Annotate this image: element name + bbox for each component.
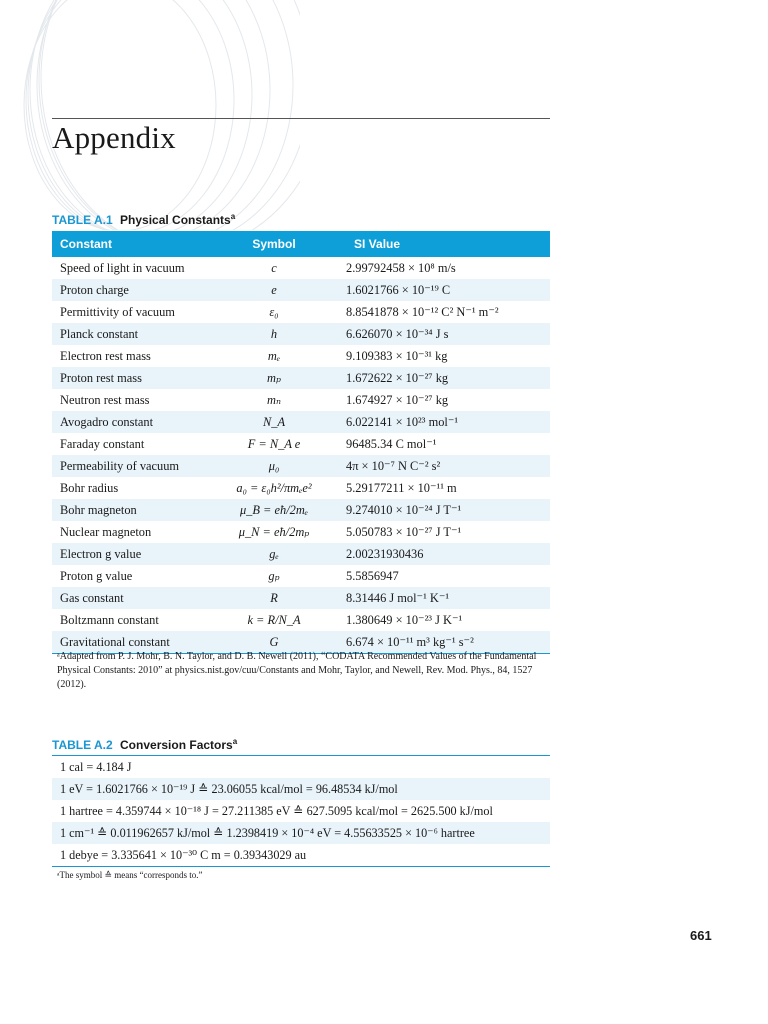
constant-si-value: 1.674927 × 10⁻²⁷ kg <box>346 393 449 407</box>
table-a1-footnote: ᵃAdapted from P. J. Mohr, B. N. Taylor, and D. B. Newell (2011), “CODATA Recommended Values of the Fundamental Physical Constants: 2010” at physics.nist.gov/cuu/Constants and Mohr, Taylor, and Newell, Rev. Mod. Phys., 84, 1527 (2012). <box>57 651 537 690</box>
constant-name: Avogadro constant <box>52 411 202 433</box>
table-row <box>52 587 550 609</box>
header-constant: Constant <box>52 231 202 257</box>
constant-name: Permeability of vacuum <box>52 455 202 477</box>
constant-symbol: μ_B = eħ/2mₑ <box>202 499 346 521</box>
constant-symbol: gₑ <box>202 543 346 565</box>
constant-si-value: 5.5856947 <box>346 568 399 583</box>
table-header-row <box>52 231 550 257</box>
constant-name: Electron rest mass <box>60 348 151 363</box>
conversion-factor: 1 cal = 4.184 J <box>60 759 132 774</box>
header-si-value: SI Value <box>346 231 550 257</box>
constant-name: Nuclear magneton <box>60 524 152 539</box>
constant-symbol: F = N_A e <box>247 436 301 451</box>
conversion-factor: 1 eV = 1.6021766 × 10⁻¹⁹ J ≙ 23.06055 kcal/mol = 96.48534 kJ/mol <box>52 778 550 800</box>
decorative-arcs <box>0 0 300 230</box>
physical-constants-table <box>52 231 550 654</box>
constant-symbol: gₚ <box>268 569 280 583</box>
constant-name: Proton rest mass <box>52 367 202 389</box>
constant-si-value: 96485.34 C mol⁻¹ <box>346 437 437 451</box>
constant-name: Electron g value <box>52 543 202 565</box>
constant-symbol: μ_N = eħ/2mₚ <box>238 525 310 539</box>
constant-name: Permittivity of vacuum <box>60 304 175 319</box>
constant-symbol: h <box>202 323 346 345</box>
title-rule <box>52 118 550 119</box>
constant-name: Faraday constant <box>60 436 145 451</box>
constant-symbol: μ₀ <box>202 455 346 477</box>
conversion-factors-table <box>52 755 550 867</box>
constant-si-value: 9.274010 × 10⁻²⁴ J T⁻¹ <box>346 499 550 521</box>
constant-name: Boltzmann constant <box>60 612 159 627</box>
table-row <box>52 433 550 455</box>
constant-si-value: 5.050783 × 10⁻²⁷ J T⁻¹ <box>346 525 462 539</box>
constant-si-value: 1.6021766 × 10⁻¹⁹ C <box>346 279 550 301</box>
constant-name: Planck constant <box>52 323 202 345</box>
constant-symbol: R <box>202 587 346 609</box>
constant-symbol: G <box>202 631 346 654</box>
conversion-factor: 1 debye = 3.335641 × 10⁻³⁰ C m = 0.39343029 au <box>52 844 550 867</box>
table-row <box>52 521 550 543</box>
constant-symbol: mₙ <box>267 393 281 407</box>
table-row <box>52 844 550 867</box>
table-row <box>52 800 550 822</box>
table-row <box>52 301 550 323</box>
page-number: 661 <box>690 928 712 943</box>
constant-si-value: 4π × 10⁻⁷ N C⁻² s² <box>346 455 550 477</box>
constant-si-value: 8.8541878 × 10⁻¹² C² N⁻¹ m⁻² <box>346 305 499 319</box>
constant-si-value: 8.31446 J mol⁻¹ K⁻¹ <box>346 587 550 609</box>
table-row <box>52 455 550 477</box>
constant-si-value: 6.022141 × 10²³ mol⁻¹ <box>346 411 550 433</box>
table-a1-title: Physical Constants <box>120 213 231 227</box>
constant-name: Proton g value <box>60 568 133 583</box>
constant-si-value: 1.380649 × 10⁻²³ J K⁻¹ <box>346 613 463 627</box>
constant-si-value: 2.99792458 × 10⁸ m/s <box>346 260 456 275</box>
table-row <box>52 543 550 565</box>
table-row <box>52 499 550 521</box>
conversion-factor: 1 hartree = 4.359744 × 10⁻¹⁸ J = 27.211385 eV ≙ 627.5095 kcal/mol = 2625.500 kJ/mol <box>60 803 493 818</box>
constant-si-value: 2.00231930436 <box>346 543 550 565</box>
table-row <box>52 565 550 587</box>
table-a2-label: TABLE A.2 <box>52 738 113 752</box>
table-a2-title: Conversion Factors <box>120 738 233 752</box>
constant-name: Neutron rest mass <box>60 392 150 407</box>
table-row <box>52 323 550 345</box>
constant-symbol: e <box>202 279 346 301</box>
table-row <box>52 822 550 844</box>
table-a1-label: TABLE A.1 <box>52 213 113 227</box>
conversion-factor: 1 cm⁻¹ ≙ 0.011962657 kJ/mol ≙ 1.2398419 × 10⁻⁴ eV = 4.55633525 × 10⁻⁶ hartree <box>52 822 550 844</box>
constant-symbol: c <box>271 260 277 275</box>
table-a1-caption-sup: a <box>230 212 236 221</box>
table-row <box>52 279 550 301</box>
constant-name: Bohr radius <box>60 480 119 495</box>
constant-symbol: N_A <box>202 411 346 433</box>
page-title: Appendix <box>52 120 176 155</box>
table-row <box>52 477 550 499</box>
constant-symbol: k = R/N_A <box>247 612 301 627</box>
constant-name: Gas constant <box>52 587 202 609</box>
constant-symbol: mₚ <box>202 367 346 389</box>
table-row <box>52 756 550 779</box>
table-row <box>52 609 550 631</box>
table-row <box>52 389 550 411</box>
constant-si-value: 6.626070 × 10⁻³⁴ J s <box>346 323 550 345</box>
constant-symbol: ε₀ <box>269 304 279 319</box>
constant-name: Bohr magneton <box>52 499 202 521</box>
constant-si-value: 5.29177211 × 10⁻¹¹ m <box>346 481 457 495</box>
header-symbol: Symbol <box>202 231 346 257</box>
constant-si-value: 1.672622 × 10⁻²⁷ kg <box>346 367 550 389</box>
table-a2-caption <box>52 737 237 752</box>
table-a2-footnote: ᵃThe symbol ≙ means “corresponds to.” <box>57 870 203 880</box>
constant-name: Speed of light in vacuum <box>60 260 185 275</box>
constant-symbol: mₑ <box>267 348 281 363</box>
table-a1-caption <box>52 212 235 227</box>
table-row <box>52 411 550 433</box>
constant-name: Proton charge <box>52 279 202 301</box>
constant-symbol: a₀ = ε₀h²/πmₑe² <box>236 480 312 495</box>
table-a2-caption-sup: a <box>232 737 238 746</box>
constant-si-value: 9.109383 × 10⁻³¹ kg <box>346 349 448 363</box>
constant-name: Gravitational constant <box>52 631 202 654</box>
table-row <box>52 367 550 389</box>
constant-si-value: 6.674 × 10⁻¹¹ m³ kg⁻¹ s⁻² <box>346 631 550 654</box>
table-row <box>52 257 550 279</box>
table-row <box>52 345 550 367</box>
table-row <box>52 778 550 800</box>
